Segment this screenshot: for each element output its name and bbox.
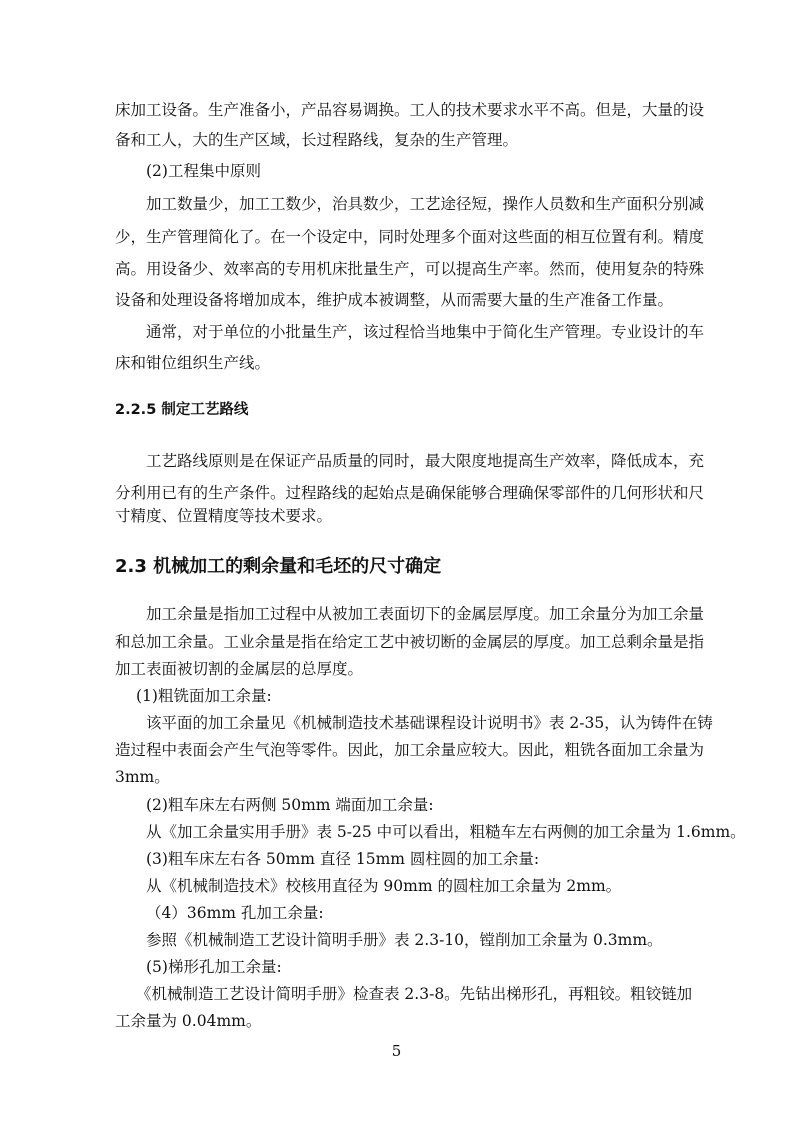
list-heading: (2)工程集中原则 bbox=[146, 162, 261, 180]
text-line: 加工余量是指加工过程中从被加工表面切下的金属层厚度。加工余量分为加工余量 bbox=[146, 605, 705, 623]
list-heading: (3)粗车床左右各 50mm 直径 15mm 圆柱圆的加工余量: bbox=[146, 850, 540, 868]
text-line: 设备和处理设备将增加成本，维护成本被调整，从而需要大量的生产准备工作量。 bbox=[115, 291, 674, 309]
text-line: 工艺路线原则是在保证产品质量的同时，最大限度地提高生产效率，降低成本，充 bbox=[146, 452, 705, 470]
text-line: 参照《机械制造工艺设计简明手册》表 2.3-10，镗削加工余量为 0.3mm。 bbox=[146, 931, 663, 949]
text-line: 和总加工余量。工业余量是指在给定工艺中被切断的金属层的厚度。加工总剩余量是指 bbox=[115, 633, 705, 651]
text-line: 高。用设备少、效率高的专用机床批量生产，可以提高生产率。然而，使用复杂的特殊 bbox=[115, 260, 705, 278]
text-line: 床加工设备。生产准备小，产品容易调换。工人的技术要求水平不高。但是，大量的设 bbox=[115, 101, 705, 119]
text-line: 从《机械制造技术》校核用直径为 90mm 的圆柱加工余量为 2mm。 bbox=[146, 877, 622, 895]
text-line: 少，生产管理简化了。在一个设定中，同时处理多个面对这些面的相互位置有利。精度 bbox=[115, 228, 705, 246]
text-line: 该平面的加工余量见《机械制造技术基础课程设计说明书》表 2-35，认为铸件在铸 bbox=[146, 714, 713, 732]
text-line: 加工表面被切割的金属层的总厚度。 bbox=[115, 660, 364, 678]
text-line: 备和工人，大的生产区域，长过程路线，复杂的生产管理。 bbox=[115, 131, 519, 149]
section-heading-2-2-5: 2.2.5 制定工艺路线 bbox=[115, 402, 249, 418]
text-line: 造过程中表面会产生气泡等零件。因此，加工余量应较大。因此，粗铣各面加工余量为 bbox=[115, 741, 705, 759]
list-heading: (2)粗车床左右两侧 50mm 端面加工余量: bbox=[146, 796, 434, 814]
text-line: 床和钳位组织生产线。 bbox=[115, 354, 271, 372]
text-line: 3mm。 bbox=[115, 768, 170, 786]
text-line: 分利用已有的生产条件。过程路线的起始点是确保能够合理确保零部件的几何形状和尺 bbox=[115, 484, 705, 502]
list-heading: (5)梯形孔加工余量: bbox=[146, 958, 282, 976]
text-line: 《机械制造工艺设计简明手册》检查表 2.3-8。先钻出梯形孔，再粗铰。粗铰链加 bbox=[136, 985, 693, 1003]
page-number: 5 bbox=[391, 1042, 402, 1060]
list-heading: (1)粗铣面加工余量: bbox=[136, 687, 272, 705]
text-line: 从《加工余量实用手册》表 5-25 中可以看出，粗糙车左右两侧的加工余量为 1.6mm。 bbox=[146, 823, 746, 841]
section-heading-2-3: 2.3 机械加工的剩余量和毛坯的尺寸确定 bbox=[115, 556, 442, 577]
text-line: 通常，对于单位的小批量生产，该过程恰当地集中于简化生产管理。专业设计的车 bbox=[146, 323, 705, 341]
text-line: 工余量为 0.04mm。 bbox=[115, 1012, 262, 1030]
list-heading: （4）36mm 孔加工余量: bbox=[146, 904, 324, 922]
text-line: 寸精度、位置精度等技术要求。 bbox=[115, 507, 333, 525]
text-line: 加工数量少，加工工数少，治具数少，工艺途径短，操作人员数和生产面积分别减 bbox=[146, 195, 705, 213]
